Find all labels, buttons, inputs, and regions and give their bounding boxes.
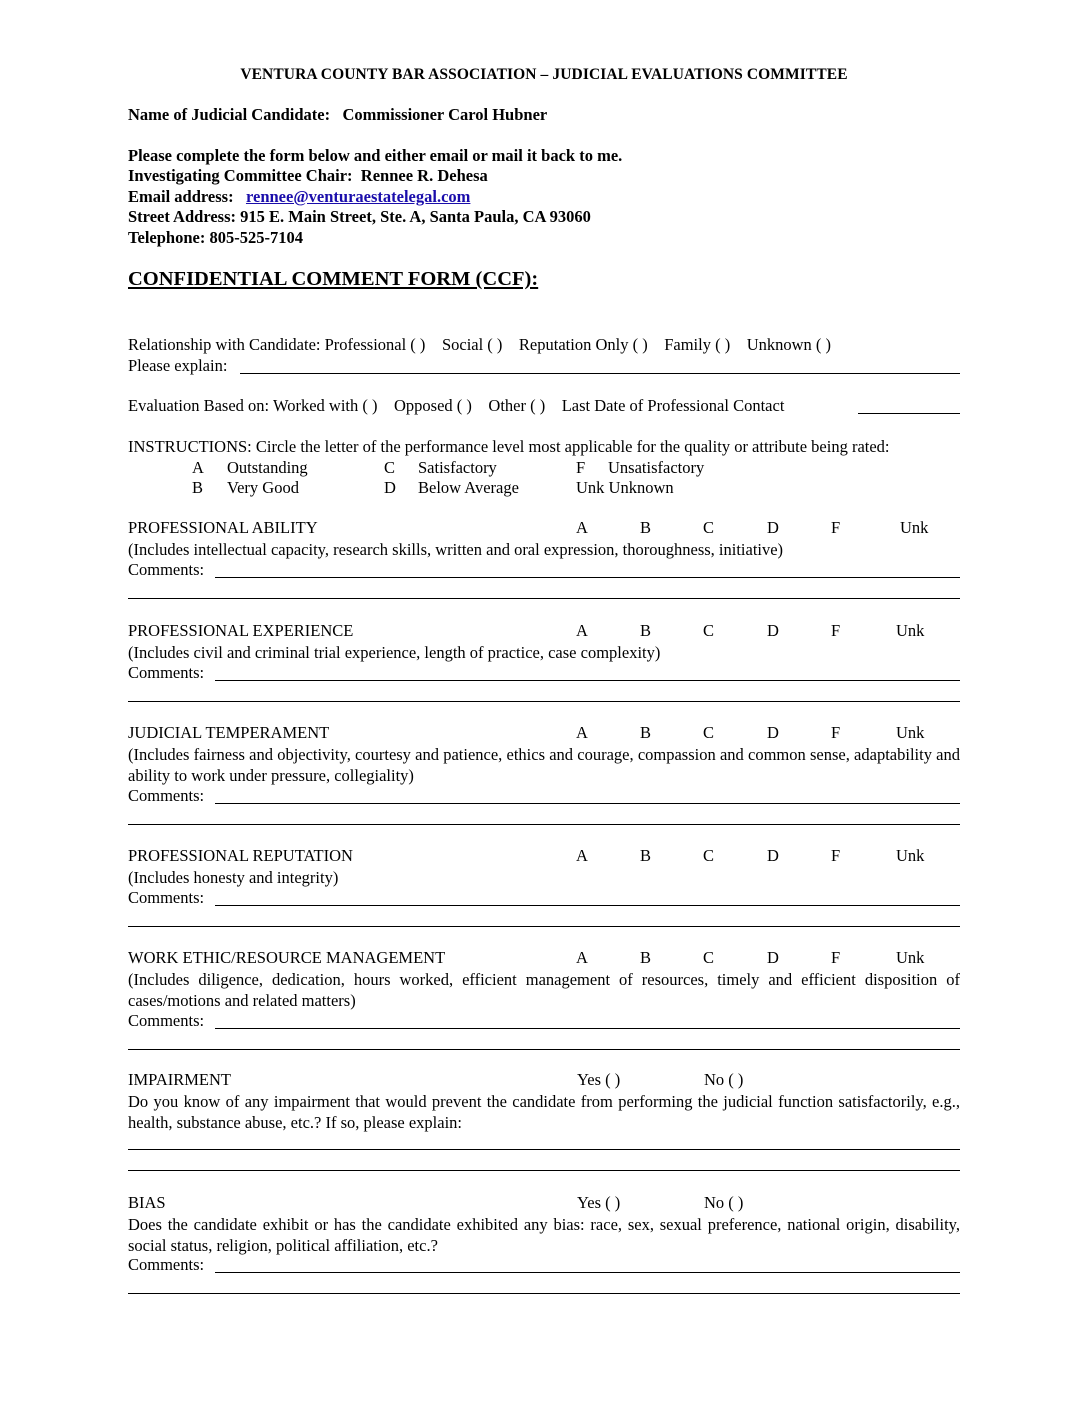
relationship-option-unknown[interactable]: Unknown ( ) bbox=[746, 335, 832, 354]
return-instructions: Please complete the form below and either email or mail it back to me. bbox=[128, 146, 623, 165]
bias-comments-label: Comments: bbox=[128, 1255, 205, 1274]
grade-option-d[interactable]: D bbox=[767, 723, 779, 742]
section-title: PROFESSIONAL ABILITY bbox=[128, 518, 318, 537]
grade-option-c[interactable]: C bbox=[703, 948, 715, 967]
grade-option-d[interactable]: D bbox=[767, 518, 779, 537]
grade-option-a[interactable]: A bbox=[576, 518, 588, 537]
chair-line bbox=[128, 166, 488, 186]
impairment-yes-option[interactable]: Yes ( ) bbox=[577, 1070, 621, 1089]
section-description: (Includes honesty and integrity) bbox=[128, 868, 339, 887]
comments-line-2[interactable] bbox=[128, 824, 960, 825]
comments-line-1[interactable] bbox=[215, 577, 960, 578]
impairment-explain-line-2[interactable] bbox=[128, 1170, 960, 1171]
grade-option-d[interactable]: D bbox=[767, 948, 779, 967]
phone-value: 805-525-7104 bbox=[209, 228, 303, 247]
bias-no-option[interactable]: No ( ) bbox=[704, 1193, 744, 1212]
section-title: JUDICIAL TEMPERAMENT bbox=[128, 723, 330, 742]
chair-name: Rennee R. Dehesa bbox=[360, 166, 488, 185]
impairment-no-option[interactable]: No ( ) bbox=[704, 1070, 744, 1089]
legend-code-f: F bbox=[576, 458, 586, 477]
instructions-text: INSTRUCTIONS: Circle the letter of the performance level most applicable for the quality or attribute being rated: bbox=[128, 437, 890, 456]
grade-option-unk[interactable]: Unk bbox=[896, 723, 925, 742]
section-description: (Includes civil and criminal trial experience, length of practice, case complexity) bbox=[128, 643, 661, 662]
grade-option-f[interactable]: F bbox=[831, 846, 841, 865]
street-value: 915 E. Main Street, Ste. A, Santa Paula, CA 93060 bbox=[240, 207, 591, 226]
grade-option-a[interactable]: A bbox=[576, 621, 588, 640]
explain-label: Please explain: bbox=[128, 356, 228, 375]
comments-label: Comments: bbox=[128, 663, 205, 682]
evaluation-option-opposed[interactable]: Opposed ( ) bbox=[394, 396, 472, 415]
grade-option-d[interactable]: D bbox=[767, 846, 779, 865]
street-label: Street Address: bbox=[128, 207, 237, 226]
phone-line bbox=[128, 228, 303, 248]
evaluation-option-worked-with[interactable]: Worked with ( ) bbox=[272, 396, 378, 415]
legend-code-d: D bbox=[384, 478, 396, 497]
comments-label: Comments: bbox=[128, 786, 205, 805]
section-title: WORK ETHIC/RESOURCE MANAGEMENT bbox=[128, 948, 446, 967]
comments-line-2[interactable] bbox=[128, 926, 960, 927]
grade-option-b[interactable]: B bbox=[640, 518, 652, 537]
email-label: Email address: bbox=[128, 187, 234, 206]
evaluation-label: Evaluation Based on: bbox=[128, 396, 270, 415]
relationship-label: Relationship with Candidate: bbox=[128, 335, 321, 354]
legend-code-a: A bbox=[192, 458, 204, 477]
bias-comments-line-2[interactable] bbox=[128, 1293, 960, 1294]
section-description: (Includes fairness and objectivity, courtesy and patience, ethics and courage, compassion and common sense, adaptability and ability to work under pressure, collegiality) bbox=[128, 745, 960, 785]
phone-label: Telephone: bbox=[128, 228, 206, 247]
grade-option-b[interactable]: B bbox=[640, 846, 652, 865]
grade-option-b[interactable]: B bbox=[640, 723, 652, 742]
form-title: CONFIDENTIAL COMMENT FORM (CCF): bbox=[128, 268, 539, 290]
legend-code-unk: Unk bbox=[576, 478, 605, 497]
legend-unk bbox=[576, 478, 674, 498]
legend-meaning-a: Outstanding bbox=[227, 458, 308, 477]
comments-line-1[interactable] bbox=[215, 803, 960, 804]
comments-line-1[interactable] bbox=[215, 680, 960, 681]
grade-option-d[interactable]: D bbox=[767, 621, 779, 640]
bias-title: BIAS bbox=[128, 1193, 166, 1212]
candidate-name: Commissioner Carol Hubner bbox=[342, 105, 548, 124]
legend-meaning-unk: Unknown bbox=[608, 478, 674, 497]
grade-option-a[interactable]: A bbox=[576, 948, 588, 967]
comments-label: Comments: bbox=[128, 1011, 205, 1030]
candidate-label: Name of Judicial Candidate: bbox=[128, 105, 331, 124]
chair-label: Investigating Committee Chair: bbox=[128, 166, 353, 185]
grade-option-c[interactable]: C bbox=[703, 723, 715, 742]
grade-option-unk[interactable]: Unk bbox=[900, 518, 929, 537]
email-link[interactable]: rennee@venturaestatelegal.com bbox=[245, 187, 471, 206]
comments-line-2[interactable] bbox=[128, 701, 960, 702]
grade-option-f[interactable]: F bbox=[831, 723, 841, 742]
grade-option-c[interactable]: C bbox=[703, 846, 715, 865]
grade-option-b[interactable]: B bbox=[640, 621, 652, 640]
street-line bbox=[128, 207, 591, 227]
evaluation-row bbox=[128, 396, 784, 416]
grade-option-f[interactable]: F bbox=[831, 948, 841, 967]
comments-line-1[interactable] bbox=[215, 905, 960, 906]
bias-comments-line-1[interactable] bbox=[215, 1272, 960, 1273]
last-contact-label: Last Date of Professional Contact bbox=[561, 396, 785, 415]
email-line bbox=[128, 187, 470, 207]
impairment-explain-line-1[interactable] bbox=[128, 1149, 960, 1150]
section-description: (Includes diligence, dedication, hours worked, efficient management of resources, timely and efficient disposition of cases/motions and related matters) bbox=[128, 970, 960, 1010]
section-title: PROFESSIONAL REPUTATION bbox=[128, 846, 353, 865]
grade-option-c[interactable]: C bbox=[703, 621, 715, 640]
grade-option-unk[interactable]: Unk bbox=[896, 948, 925, 967]
evaluation-option-other[interactable]: Other ( ) bbox=[488, 396, 546, 415]
legend-meaning-c: Satisfactory bbox=[418, 458, 497, 477]
legend-code-c: C bbox=[384, 458, 396, 477]
comments-line-2[interactable] bbox=[128, 598, 960, 599]
comments-label: Comments: bbox=[128, 560, 205, 579]
section-title: PROFESSIONAL EXPERIENCE bbox=[128, 621, 354, 640]
grade-option-f[interactable]: F bbox=[831, 621, 841, 640]
document-title: VENTURA COUNTY BAR ASSOCIATION – JUDICIAL EVALUATIONS COMMITTEE bbox=[240, 66, 848, 83]
impairment-title: IMPAIRMENT bbox=[128, 1070, 231, 1089]
relationship-option-professional[interactable]: Professional ( ) bbox=[324, 335, 426, 354]
legend-meaning-f: Unsatisfactory bbox=[608, 458, 705, 477]
impairment-question: Do you know of any impairment that would prevent the candidate from performing the judicial function satisfactorily, e.g., health, substance abuse, etc.? If so, please explain: bbox=[128, 1092, 960, 1132]
bias-yes-option[interactable]: Yes ( ) bbox=[577, 1193, 621, 1212]
grade-option-b[interactable]: B bbox=[640, 948, 652, 967]
explain-line-field[interactable] bbox=[240, 373, 960, 374]
comments-line-2[interactable] bbox=[128, 1049, 960, 1050]
comments-label: Comments: bbox=[128, 888, 205, 907]
legend-meaning-b: Very Good bbox=[227, 478, 299, 497]
legend-code-b: B bbox=[192, 478, 204, 497]
grade-option-unk[interactable]: Unk bbox=[896, 621, 925, 640]
relationship-option-family[interactable]: Family ( ) bbox=[664, 335, 731, 354]
relationship-option-reputation-only[interactable]: Reputation Only ( ) bbox=[518, 335, 648, 354]
grade-option-f[interactable]: F bbox=[831, 518, 841, 537]
bias-question: Does the candidate exhibit or has the candidate exhibited any bias: race, sex, sexual preference, national origin, disability, social status, religion, political affiliation, etc.? bbox=[128, 1215, 960, 1255]
relationship-row bbox=[128, 335, 831, 355]
last-contact-field[interactable] bbox=[858, 413, 960, 414]
grade-option-a[interactable]: A bbox=[576, 846, 588, 865]
grade-option-unk[interactable]: Unk bbox=[896, 846, 925, 865]
legend-meaning-d: Below Average bbox=[418, 478, 519, 497]
grade-option-a[interactable]: A bbox=[576, 723, 588, 742]
comments-line-1[interactable] bbox=[215, 1028, 960, 1029]
grade-option-c[interactable]: C bbox=[703, 518, 715, 537]
section-description: (Includes intellectual capacity, research skills, written and oral expression, thoroughness, initiative) bbox=[128, 540, 784, 559]
relationship-option-social[interactable]: Social ( ) bbox=[441, 335, 503, 354]
candidate-line bbox=[128, 105, 547, 125]
